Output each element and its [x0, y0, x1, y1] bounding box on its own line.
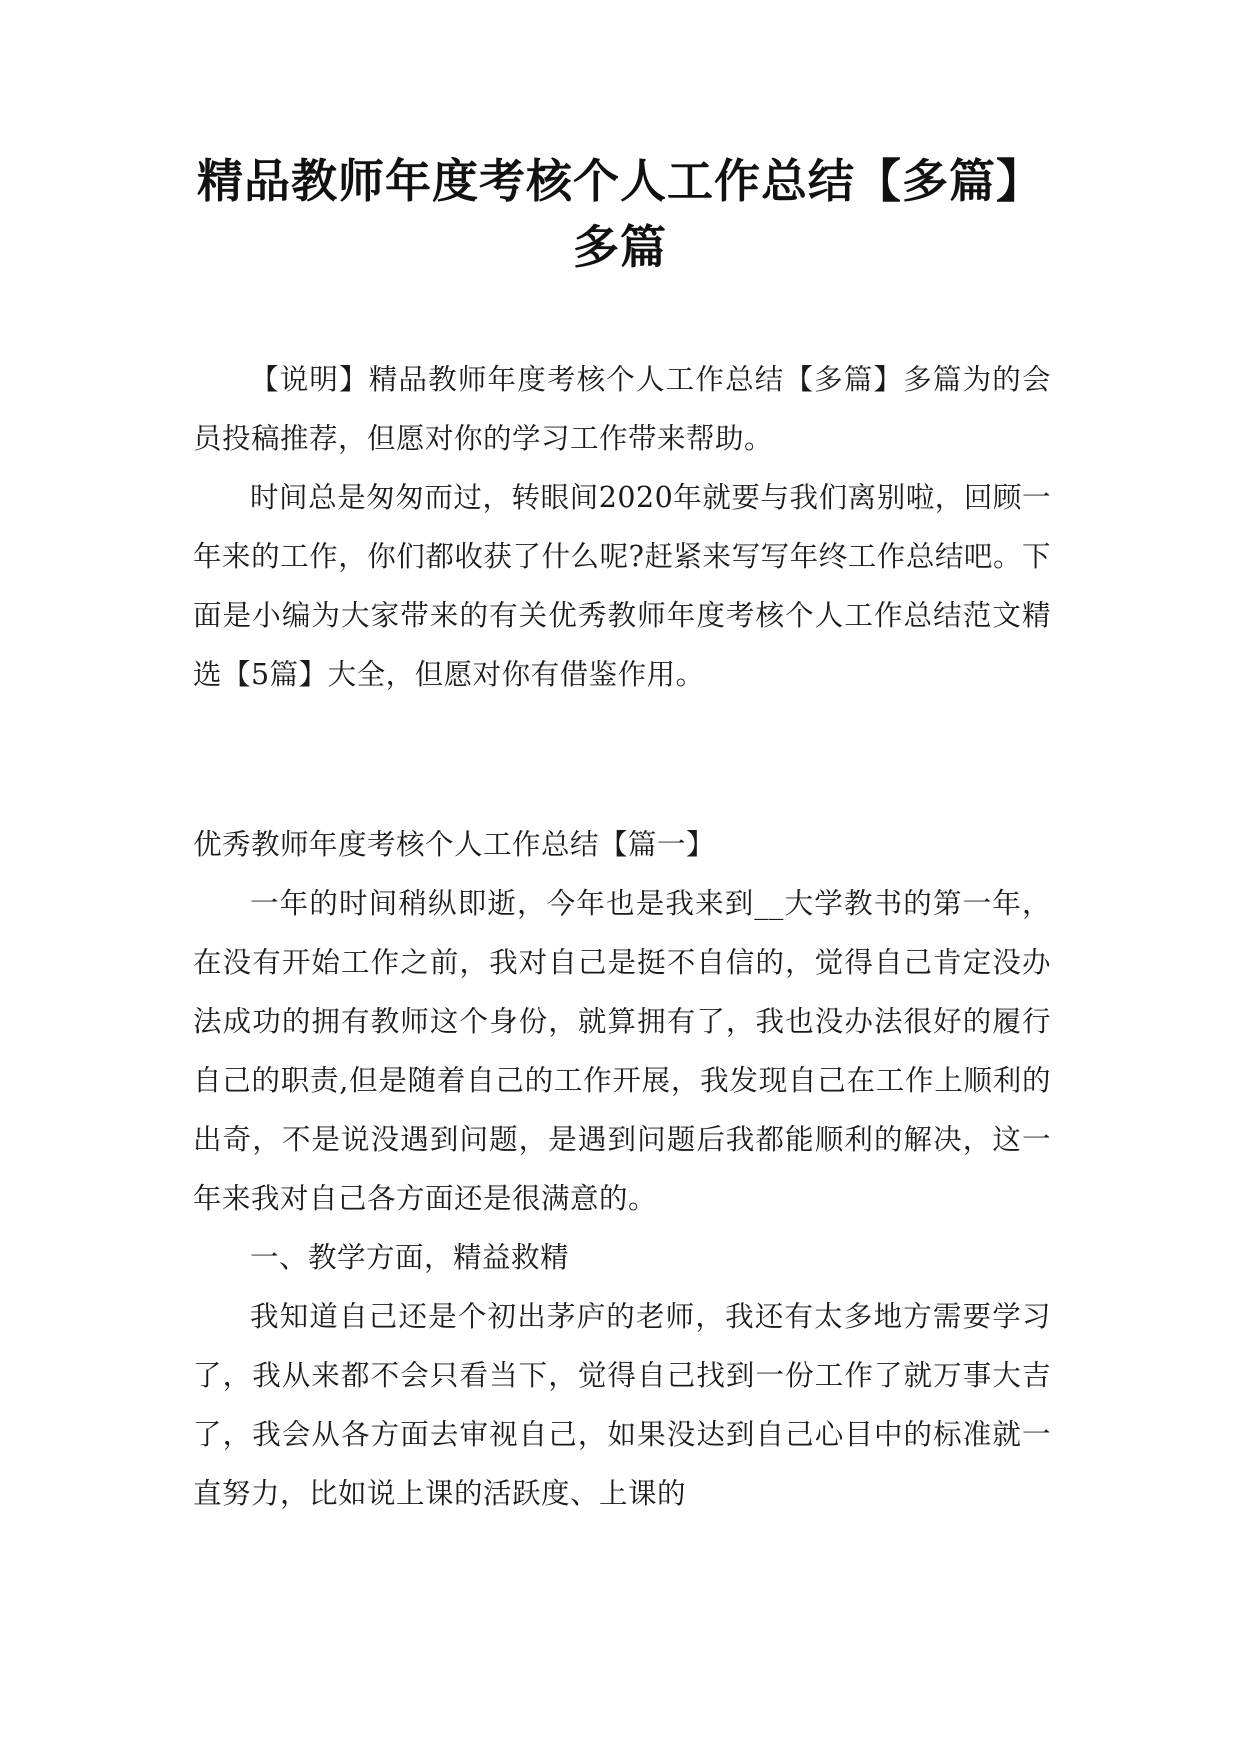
- subheading-teaching: 一、教学方面，精益救精: [250, 1241, 570, 1274]
- document-title: 精品教师年度考核个人工作总结【多篇】多篇: [197, 154, 1043, 274]
- intro-paragraph: 时间总是匆匆而过，转眼间2020年就要与我们离别啦，回顾一年来的工作，你们都收获了什么呢?赶紧来写写年终工作总结吧。下面是小编为大家带来的有关优秀教师年度考核个人工作总结范文精选【5篇】大全，但愿对你有借鉴作用。: [193, 481, 1051, 691]
- section-heading: 优秀教师年度考核个人工作总结【篇一】: [193, 828, 716, 861]
- intro-note-paragraph: 【说明】精品教师年度考核个人工作总结【多篇】多篇为的会员投稿推荐，但愿对你的学习工作带来帮助。: [193, 363, 1051, 455]
- body-paragraph: 一年的时间稍纵即逝，今年也是我来到__大学教书的第一年，在没有开始工作之前，我对自己是挺不自信的，觉得自己肯定没办法成功的拥有教师这个身份，就算拥有了，我也没办法很好的履行自己的职责,但是随着自己的工作开展，我发现自己在工作上顺利的出奇，不是说没遇到问题，是遇到问题后我都能顺利的解决，这一年来我对自己各方面还是很满意的。: [193, 887, 1051, 1215]
- intro-section: [193, 350, 1051, 704]
- body-paragraph: 我知道自己还是个初出茅庐的老师，我还有太多地方需要学习了，我从来都不会只看当下，觉得自己找到一份工作了就万事大吉了，我会从各方面去审视自己，如果没达到自己心目中的标准就一直努力，比如说上课的活跃度、上课的: [193, 1300, 1051, 1510]
- article-section: [193, 815, 1051, 1523]
